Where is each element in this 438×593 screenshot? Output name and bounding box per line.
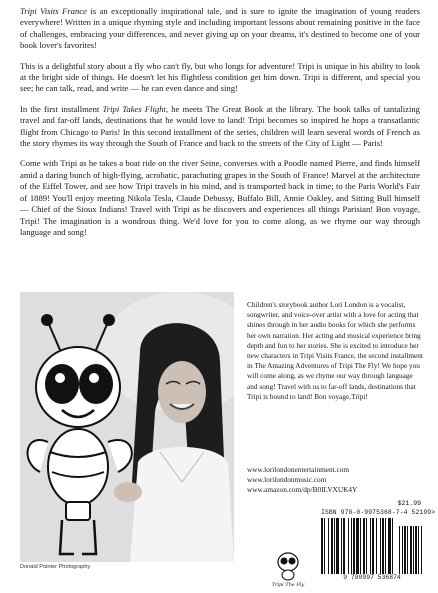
barcode-addon-bar	[407, 526, 408, 574]
link-amazon[interactable]: www.amazon.com/dp/B0ILVXUK4Y	[247, 485, 358, 495]
barcode-bar	[328, 518, 329, 574]
barcode-bar	[372, 518, 374, 574]
barcode-bar	[388, 518, 391, 574]
barcode-bar	[370, 518, 371, 574]
barcode-addon-bar	[404, 526, 406, 574]
svg-text:Tripi The Fly: Tripi The Fly	[271, 582, 305, 588]
link-entertainment[interactable]: www.lorilondonentertainment.com	[247, 465, 350, 474]
barcode-addon-bar	[418, 526, 419, 574]
barcode-bar	[348, 518, 349, 574]
blurb-paragraph-1: Tripi Visits France is an exceptionally inspirational tale, and is sure to ignite the imagination of young readers everywhere! Written in a unique rhyming style and including important lessons about remaining positive in the face of challenges, embracing your differences, and never giving up on your dreams, it's destined to become one of your book lover's favorites!	[20, 6, 420, 51]
barcode-bar	[334, 518, 335, 574]
tripi-logo	[265, 548, 311, 588]
barcode-bar	[385, 518, 386, 574]
barcode-addon-bar	[410, 526, 412, 574]
author-with-tripi-illustration	[20, 292, 234, 562]
barcode-bar	[382, 518, 384, 574]
barcode-addon-bar	[415, 526, 417, 574]
barcode-addon-bar	[413, 526, 414, 574]
author-bio: Children's storybook author Lori London is a vocalist, songwriter, and voice-over artist with a love for acting that shines through in her audio books for which she performs her own narration. Her acting and musical experience bring depth and fun to her stories. She is excited to introduce her new characters in Tripi Visits France, the second installment in The Amazing Adventures of Tripi The Fly! We hope you will come along, as we rhyme our way through language and song! Travel with us to far-off lands, destinations that Tripi is bound to land! Bon voyage,Tripi!	[247, 300, 423, 401]
barcode-addon-bar	[402, 526, 403, 574]
barcode-bar	[363, 518, 365, 574]
price-code: 52199>	[411, 509, 436, 516]
barcode-bar	[343, 518, 345, 574]
barcode-bar	[336, 518, 339, 574]
blurb-paragraph-4: Come with Tripi as he takes a boat ride on the river Seine, converses with a Poodle named Pierre, and finds himself amid a daring bunch of high-flying, acrobatic, parachuting grapes in the South of France! Marvel at the architecture of the Eiffel Tower, and see how Tripi travels in his mind, and is transported back in time; to the Paris World's Fair of 1889! You'll enjoy meeting Nikola Tesla, Claude Debussy, Buffalo Bill, Annie Oakley, and Sitting Bull himself — Chief of the Sioux Indians! Travel with Tripi as he discovers and experiences all things Parisian! Bon voyage, Tripi! The imagination is a wondrous thing. We'd love for you to come along, as we rhyme our way through language and song!	[20, 158, 420, 237]
barcode-bar	[392, 518, 393, 574]
barcode-bar	[353, 518, 355, 574]
photo-credit: Donald Pointer Photography	[20, 564, 91, 570]
blurb-column	[20, 6, 420, 247]
link-music[interactable]: www.lorilondonmusic.com	[247, 475, 327, 485]
author-photo	[20, 292, 234, 562]
barcode-bar	[376, 518, 377, 574]
barcode-bar	[331, 518, 333, 574]
author-links	[247, 465, 425, 496]
barcode-bar	[360, 518, 361, 574]
first-book-title-italic: Tripi Takes Flight	[102, 103, 166, 114]
barcode-block	[317, 500, 436, 586]
isbn-label: ISBN 978-0-9975368-7-4 52199>	[321, 509, 436, 516]
barcode-addon-bar	[399, 526, 400, 574]
barcode-addon-bar	[421, 526, 422, 574]
barcode-bar	[351, 518, 352, 574]
barcode-number: 9 780997 536874	[343, 574, 401, 581]
barcode-bar	[366, 518, 367, 574]
barcode-bar	[321, 518, 323, 574]
barcode-bar	[356, 518, 359, 574]
blurb-paragraph-2: This is a delightful story about a fly who can't fly, but who longs for adventure! Tripi is unique in his ability to look at the bright side of things. He doesn't let his flightless condition get him down. Tripi is different, and special you see; he can talk, read, and write — he can even dance and sing!	[20, 60, 420, 94]
barcode-bar	[380, 518, 381, 574]
price-label: $21.99	[397, 500, 421, 507]
barcode-bar	[341, 518, 342, 574]
fly-logo-icon	[265, 548, 311, 588]
barcode-bar	[324, 518, 325, 574]
book-title-italic: Tripi Visits France	[20, 6, 87, 16]
barcode-icon	[319, 518, 425, 574]
blurb-paragraph-3: In the first installment Tripi Takes Flight, he meets The Great Book at the library. The book talks of tantalizing travel and far-off lands, destinations that he would love to land! Tripi becomes so inspired he hops a transatlantic flight from Chicago to Paris! In this second installment of the series, children will learn several words of French as the story rhymes its way through the South of France and back to the streets of the City of Light — Paris!	[20, 103, 420, 149]
